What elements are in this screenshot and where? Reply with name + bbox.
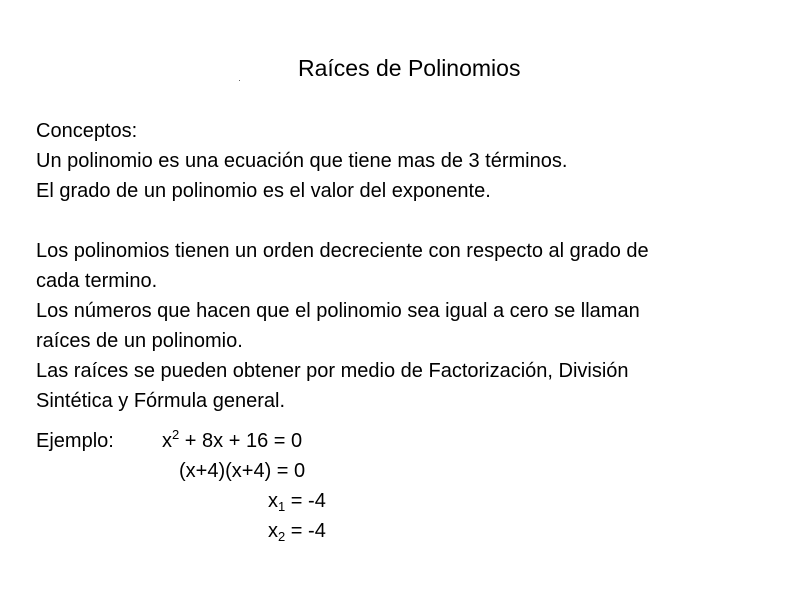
blank-line [36, 206, 786, 236]
concept-line-2: El grado de un polinomio es el valor del exponente. [36, 180, 491, 202]
example-row-1 [36, 426, 436, 456]
eq1-base: x [162, 430, 172, 452]
concept-line-4: cada termino. [36, 270, 158, 292]
concept-line-1: Un polinomio es una ecuación que tiene mas de 3 términos. [36, 150, 568, 172]
eq4-subscript: 2 [278, 529, 286, 544]
example-row-2 [36, 456, 436, 486]
concept-line-6: raíces de un polinomio. [36, 330, 243, 352]
equation-quadratic [162, 426, 302, 456]
example-section [36, 426, 436, 546]
eq4-base: x [268, 520, 278, 542]
equation-root-1 [268, 486, 326, 516]
eq4-rest: = -4 [285, 520, 326, 542]
concepts-heading: Conceptos: [36, 120, 138, 142]
equation-factored: (x+4)(x+4) = 0 [179, 460, 306, 482]
page-title: Raíces de Polinomios [298, 55, 521, 81]
example-row-3 [36, 486, 436, 516]
concept-line-5: Los números que hacen que el polinomio sea igual a cero se llaman [36, 300, 640, 322]
stray-dot [239, 80, 240, 81]
eq1-exponent: 2 [172, 427, 180, 442]
eq3-rest: = -4 [285, 490, 326, 512]
eq3-base: x [268, 490, 278, 512]
concept-line-8: Sintética y Fórmula general. [36, 390, 286, 412]
eq3-subscript: 1 [278, 499, 286, 514]
concept-line-7: Las raíces se pueden obtener por medio de Factorización, División [36, 360, 629, 382]
eq1-rest: + 8x + 16 = 0 [179, 430, 303, 452]
example-row-4 [36, 516, 436, 546]
concepts-section [36, 116, 786, 416]
equation-root-2 [268, 516, 326, 546]
example-label: Ejemplo: [36, 430, 114, 452]
concept-line-3: Los polinomios tienen un orden decreciente con respecto al grado de [36, 240, 649, 262]
